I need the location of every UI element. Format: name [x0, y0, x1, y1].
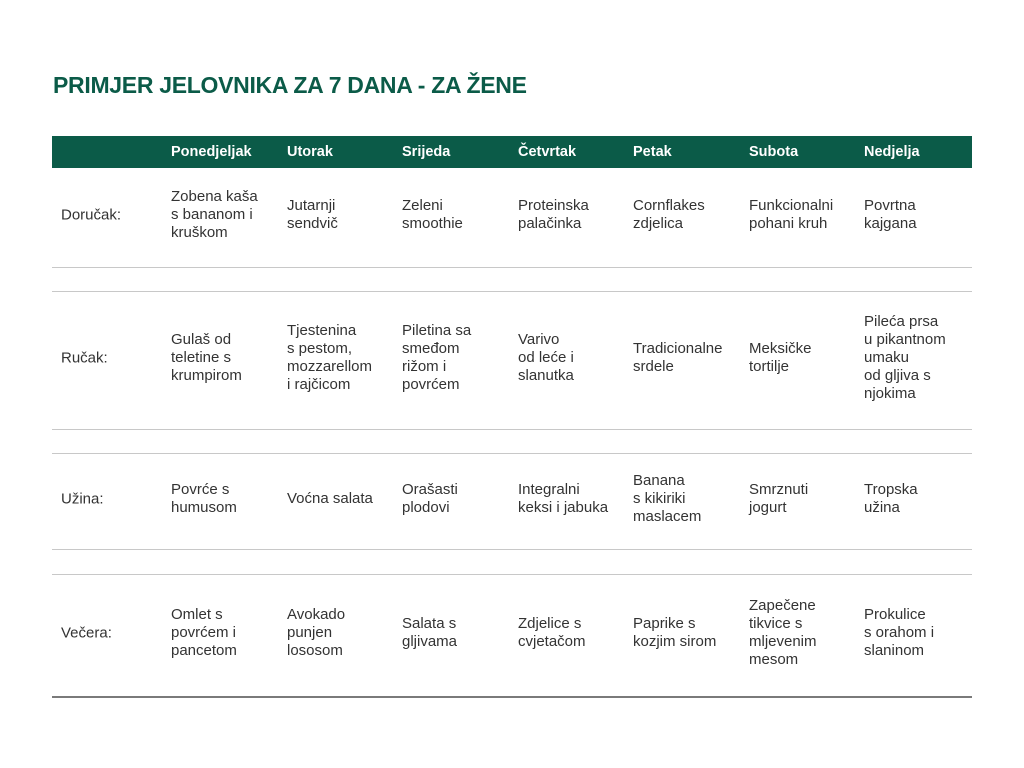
table-bottom-rule [52, 696, 972, 698]
row-divider [52, 453, 972, 454]
table-cell: Povrtna kajgana [864, 197, 917, 232]
table-cell: Avokado punjen lososom [287, 606, 346, 659]
table-cell: Zapečene tikvice s mljevenim mesom [749, 597, 817, 668]
table-cell: Omlet s povrćem i pancetom [171, 606, 237, 659]
header-thursday: Četvrtak [518, 144, 577, 160]
table-cell: Zdjelice s cvjetačom [518, 615, 586, 650]
table-cell: Meksičke tortilje [749, 340, 812, 375]
table-cell: Orašasti plodovi [402, 481, 458, 516]
table-cell: Tropska užina [864, 481, 918, 516]
table-cell: Piletina sa smeđom rižom i povrćem [402, 322, 472, 393]
header-wednesday: Srijeda [402, 144, 451, 160]
table-cell: Tjestenina s pestom, mozzarellom i rajčicom [287, 322, 373, 393]
table-cell: Gulaš od teletine s krumpirom [171, 331, 242, 384]
row-label-dinner: Večera: [61, 624, 112, 642]
header-monday: Ponedjeljak [171, 144, 252, 160]
row-divider [52, 267, 972, 268]
page-title: PRIMJER JELOVNIKA ZA 7 DANA - ZA ŽENE [53, 72, 527, 98]
table-cell: Varivo od leće i slanutka [518, 331, 574, 384]
row-divider [52, 574, 972, 575]
header-sunday: Nedjelja [864, 144, 920, 160]
row-divider [52, 291, 972, 292]
table-cell: Jutarnji sendvič [287, 197, 338, 232]
header-tuesday: Utorak [287, 144, 333, 160]
table-cell: Prokulice s orahom i slaninom [864, 606, 935, 659]
row-label-breakfast: Doručak: [61, 206, 122, 224]
table-header [52, 136, 972, 168]
table-cell: Zeleni smoothie [402, 197, 463, 232]
table-cell: Povrće s humusom [171, 481, 237, 516]
row-label-lunch: Ručak: [61, 349, 108, 367]
row-label-snack: Užina: [61, 490, 104, 508]
table-cell: Pileća prsa u pikantnom umaku od gljiva s njokima [864, 313, 946, 402]
header-friday: Petak [633, 144, 672, 160]
row-divider [52, 429, 972, 430]
table-cell: Funkcionalni pohani kruh [749, 197, 834, 232]
table-cell: Proteinska palačinka [518, 197, 589, 232]
row-divider [52, 549, 972, 550]
table-cell: Integralni keksi i jabuka [518, 481, 609, 516]
header-saturday: Subota [749, 144, 799, 160]
table-cell: Cornflakes zdjelica [633, 197, 705, 232]
table-cell: Voćna salata [287, 490, 373, 507]
table-cell: Salata s gljivama [402, 615, 458, 650]
table-cell: Smrznuti jogurt [749, 481, 809, 516]
table-cell: Banana s kikiriki maslacem [633, 472, 702, 525]
table-cell: Tradicionalne srdele [633, 340, 723, 375]
table-cell: Zobena kaša s bananom i kruškom [171, 188, 258, 241]
table-cell: Paprike s kozjim sirom [633, 615, 717, 650]
